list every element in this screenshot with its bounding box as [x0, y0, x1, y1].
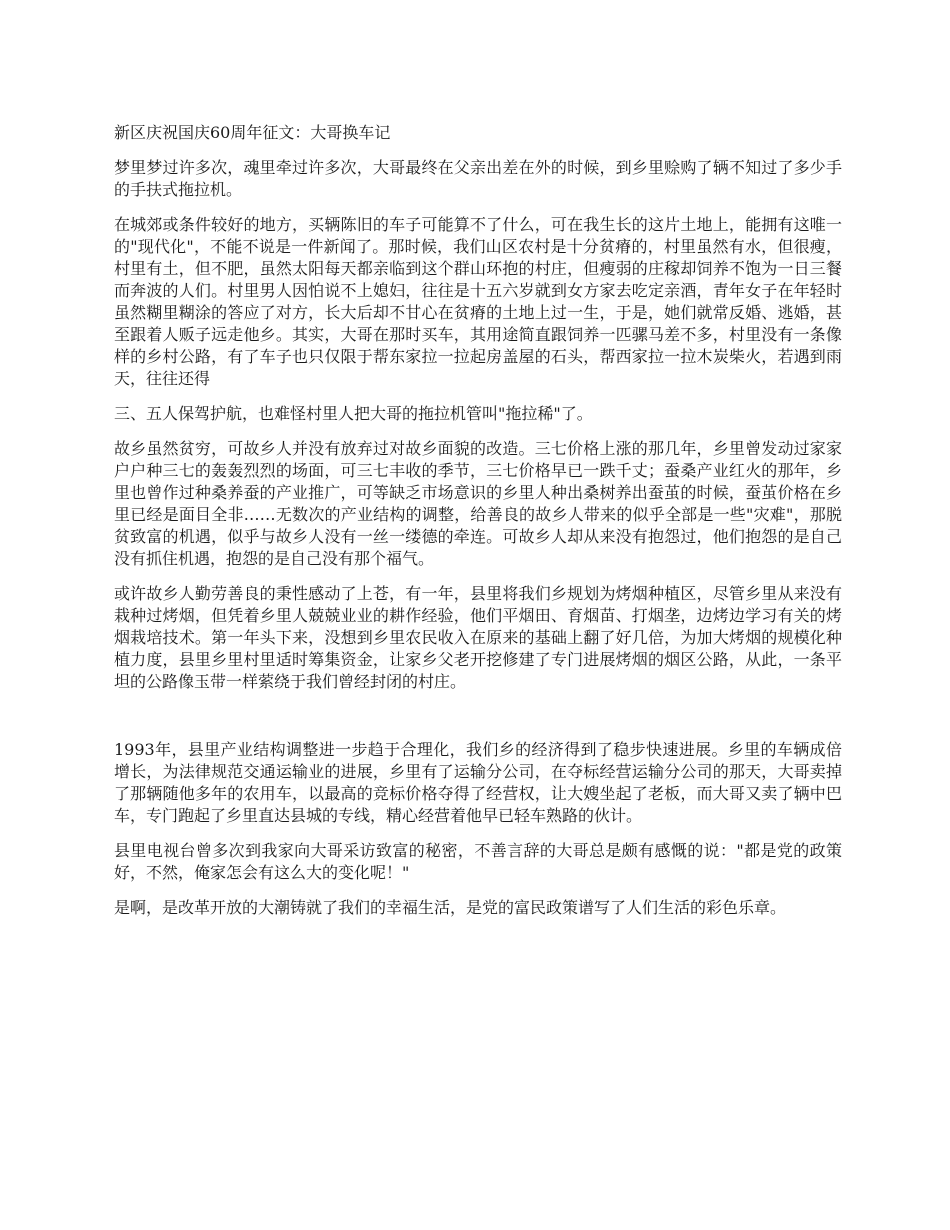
paragraph: 在城郊或条件较好的地方，买辆陈旧的车子可能算不了什么，可在我生长的这片土地上，能拥有这唯一的"现代化"，不能不说是一件新闻了。那时候，我们山区农村是十分贫瘠的，村里虽然有水，但很瘦，村里有土，但不肥，虽然太阳每天都亲临到这个群山环抱的村庄，但瘦弱的庄稼却饲养不饱为一日三餐而奔波的人们。村里男人因怕说不上媳妇，往往是十五六岁就到女方家去吃定亲酒，青年女子在年轻时虽然糊里糊涂的答应了对方，长大后却不甘心在贫瘠的土地上过一生，于是，她们就常反婚、逃婚，甚至跟着人贩子远走他乡。其实，大哥在那时买车，其用途简直跟饲养一匹骡马差不多，村里没有一条像样的乡村公路，有了车子也只仅限于帮东家拉一拉起房盖屋的石头，帮西家拉一拉木炭柴火，若遇到雨天，往往还得 — [114, 215, 842, 388]
document-title: 新区庆祝国庆60周年征文：大哥换车记 — [114, 123, 391, 142]
paragraph: 梦里梦过许多次，魂里牵过许多次，大哥最终在父亲出差在外的时候，到乡里赊购了辆不知过了多少手的手扶式拖拉机。 — [114, 158, 842, 199]
paragraph: 三、五人保驾护航，也难怪村里人把大哥的拖拉机管叫"拖拉稀"了。 — [114, 404, 593, 423]
paragraph: 故乡虽然贫穷，可故乡人并没有放弃过对故乡面貌的改造。三七价格上涨的那几年，乡里曾发动过家家户户种三七的轰轰烈烈的场面，可三七丰收的季节，三七价格早已一跌千丈；蚕桑产业红火的那年，乡里也曾作过种桑养蚕的产业推广，可等缺乏市场意识的乡里人种出桑树养出蚕茧的时候，蚕茧价格在乡里已经是面目全非……无数次的产业结构的调整，给善良的故乡人带来的似乎全部是一些"灾难"，那脱贫致富的机遇，似乎与故乡人没有一丝一缕德的牵连。可故乡人却从来没有抱怨过，他们抱怨的是自己没有抓住机遇，抱怨的是自己没有那个福气。 — [114, 439, 842, 568]
paragraph: 县里电视台曾多次到我家向大哥采访致富的秘密，不善言辞的大哥总是颇有感慨的说："都是党的政策好，不然，俺家怎会有这么大的变化呢！" — [114, 841, 842, 882]
paragraph: 1993年，县里产业结构调整进一步趋于合理化，我们乡的经济得到了稳步快速进展。乡里的车辆成倍增长，为法律规范交通运输业的进展，乡里有了运输分公司，在夺标经营运输分公司的那天，大哥卖掉了那辆随他多年的农用车，以最高的竞标价格夺得了经营权，让大嫂坐起了老板，而大哥又卖了辆中巴车，专门跑起了乡里直达县城的专线，精心经营着他早已轻车熟路的伙计。 — [114, 740, 842, 825]
document-page — [114, 122, 842, 932]
paragraph: 是啊，是改革开放的大潮铸就了我们的幸福生活，是党的富民政策谱写了人们生活的彩色乐章。 — [114, 898, 787, 917]
paragraph: 或许故乡人勤劳善良的秉性感动了上苍，有一年，县里将我们乡规划为烤烟种植区，尽管乡里从来没有栽种过烤烟，但凭着乡里人兢兢业业的耕作经验，他们平烟田、育烟苗、打烟垄，边烤边学习有关的烤烟栽培技术。第一年头下来，没想到乡里农民收入在原来的基础上翻了好几倍，为加大烤烟的规模化种植力度，县里乡里村里适时筹集资金，让家乡父老开挖修建了专门进展烤烟的烟区公路，从此，一条平坦的公路像玉带一样萦绕于我们曾经封闭的村庄。 — [114, 584, 842, 691]
blank-gap — [114, 706, 842, 739]
